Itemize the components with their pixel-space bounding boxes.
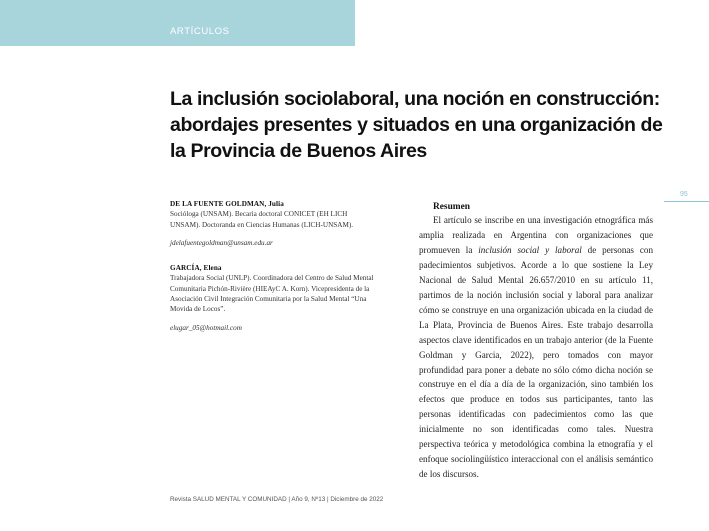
author-email[interactable]: elugar_05@hotmail.com (170, 323, 242, 332)
abstract-heading: Resumen (433, 202, 470, 212)
page-number: 95 (680, 191, 688, 198)
page-number-rule (664, 201, 709, 202)
author-affiliation: Socióloga (UNSAM). Becaria doctoral CONICET (EH LICH UNSAM). Doctoranda en Ciencias Humanas (LICH-UNSAM). (170, 210, 354, 229)
author-affiliation: Trabajadora Social (UNLP). Coordinadora del Centro de Salud Mental Comunitaria Pichón-Rivière (HIEAyC A. Korn). Vicepresidenta de la Asociación Civil Integración Comunitaria por la Salud Mental “Una Movida de Locos”. (170, 274, 374, 314)
abstract-emphasis: inclusión social y laboral (478, 244, 582, 255)
section-label: ARTÍCULOS (170, 26, 230, 37)
article-title: La inclusión sociolaboral, una noción en construcción: abordajes presentes y situados en una organización de la Provincia de Buenos Aires (170, 88, 663, 162)
abstract-text-part-1: El artículo se inscribe en una investigación etnográfica más amplia realizada en Argentina con organizaciones que promueven la (419, 215, 653, 255)
author-name: DE LA FUENTE GOLDMAN, Julia (170, 200, 284, 208)
abstract-section (419, 200, 653, 482)
author-block (170, 263, 375, 333)
journal-footer: Revista SALUD MENTAL Y COMUNIDAD | Año 9, Nº13 | Diciembre de 2022 (170, 496, 384, 503)
author-email[interactable]: jdelafuentegoldman@unsam.edu.ar (170, 238, 273, 247)
author-block (170, 199, 375, 248)
authors-column (170, 199, 375, 333)
section-banner (0, 0, 355, 46)
abstract-text-part-2: de personas con padecimientos subjetivos. Acorde a lo que sostiene la Ley Nacional de Salud Mental 26.657/2010 en su artículo 11, partimos de la noción inclusión social y laboral para analizar cómo se construye en una organización ubicada en la ciudad de La Plata, Provincia de Buenos Aires. Este trabajo desarrolla aspectos clave identificados en un trabajo anterior (de la Fuente Goldman y Garcia, 2022), pero tomados con mayor profundidad para poner a debate no sólo cómo dicha noción se construye en el día a día de la organización, sino también los efectos que produce en todos sus participantes, tanto las personas identificadas con padecimientos como las que inicialmente no son identificadas como tales. Nuestra perspectiva teórica y metodológica combina la etnografía y el enfoque sociolingüístico interaccional con el análisis semántico de los discursos. (419, 244, 653, 480)
abstract-body (419, 213, 653, 482)
author-name: GARCÍA, Elena (170, 264, 222, 273)
